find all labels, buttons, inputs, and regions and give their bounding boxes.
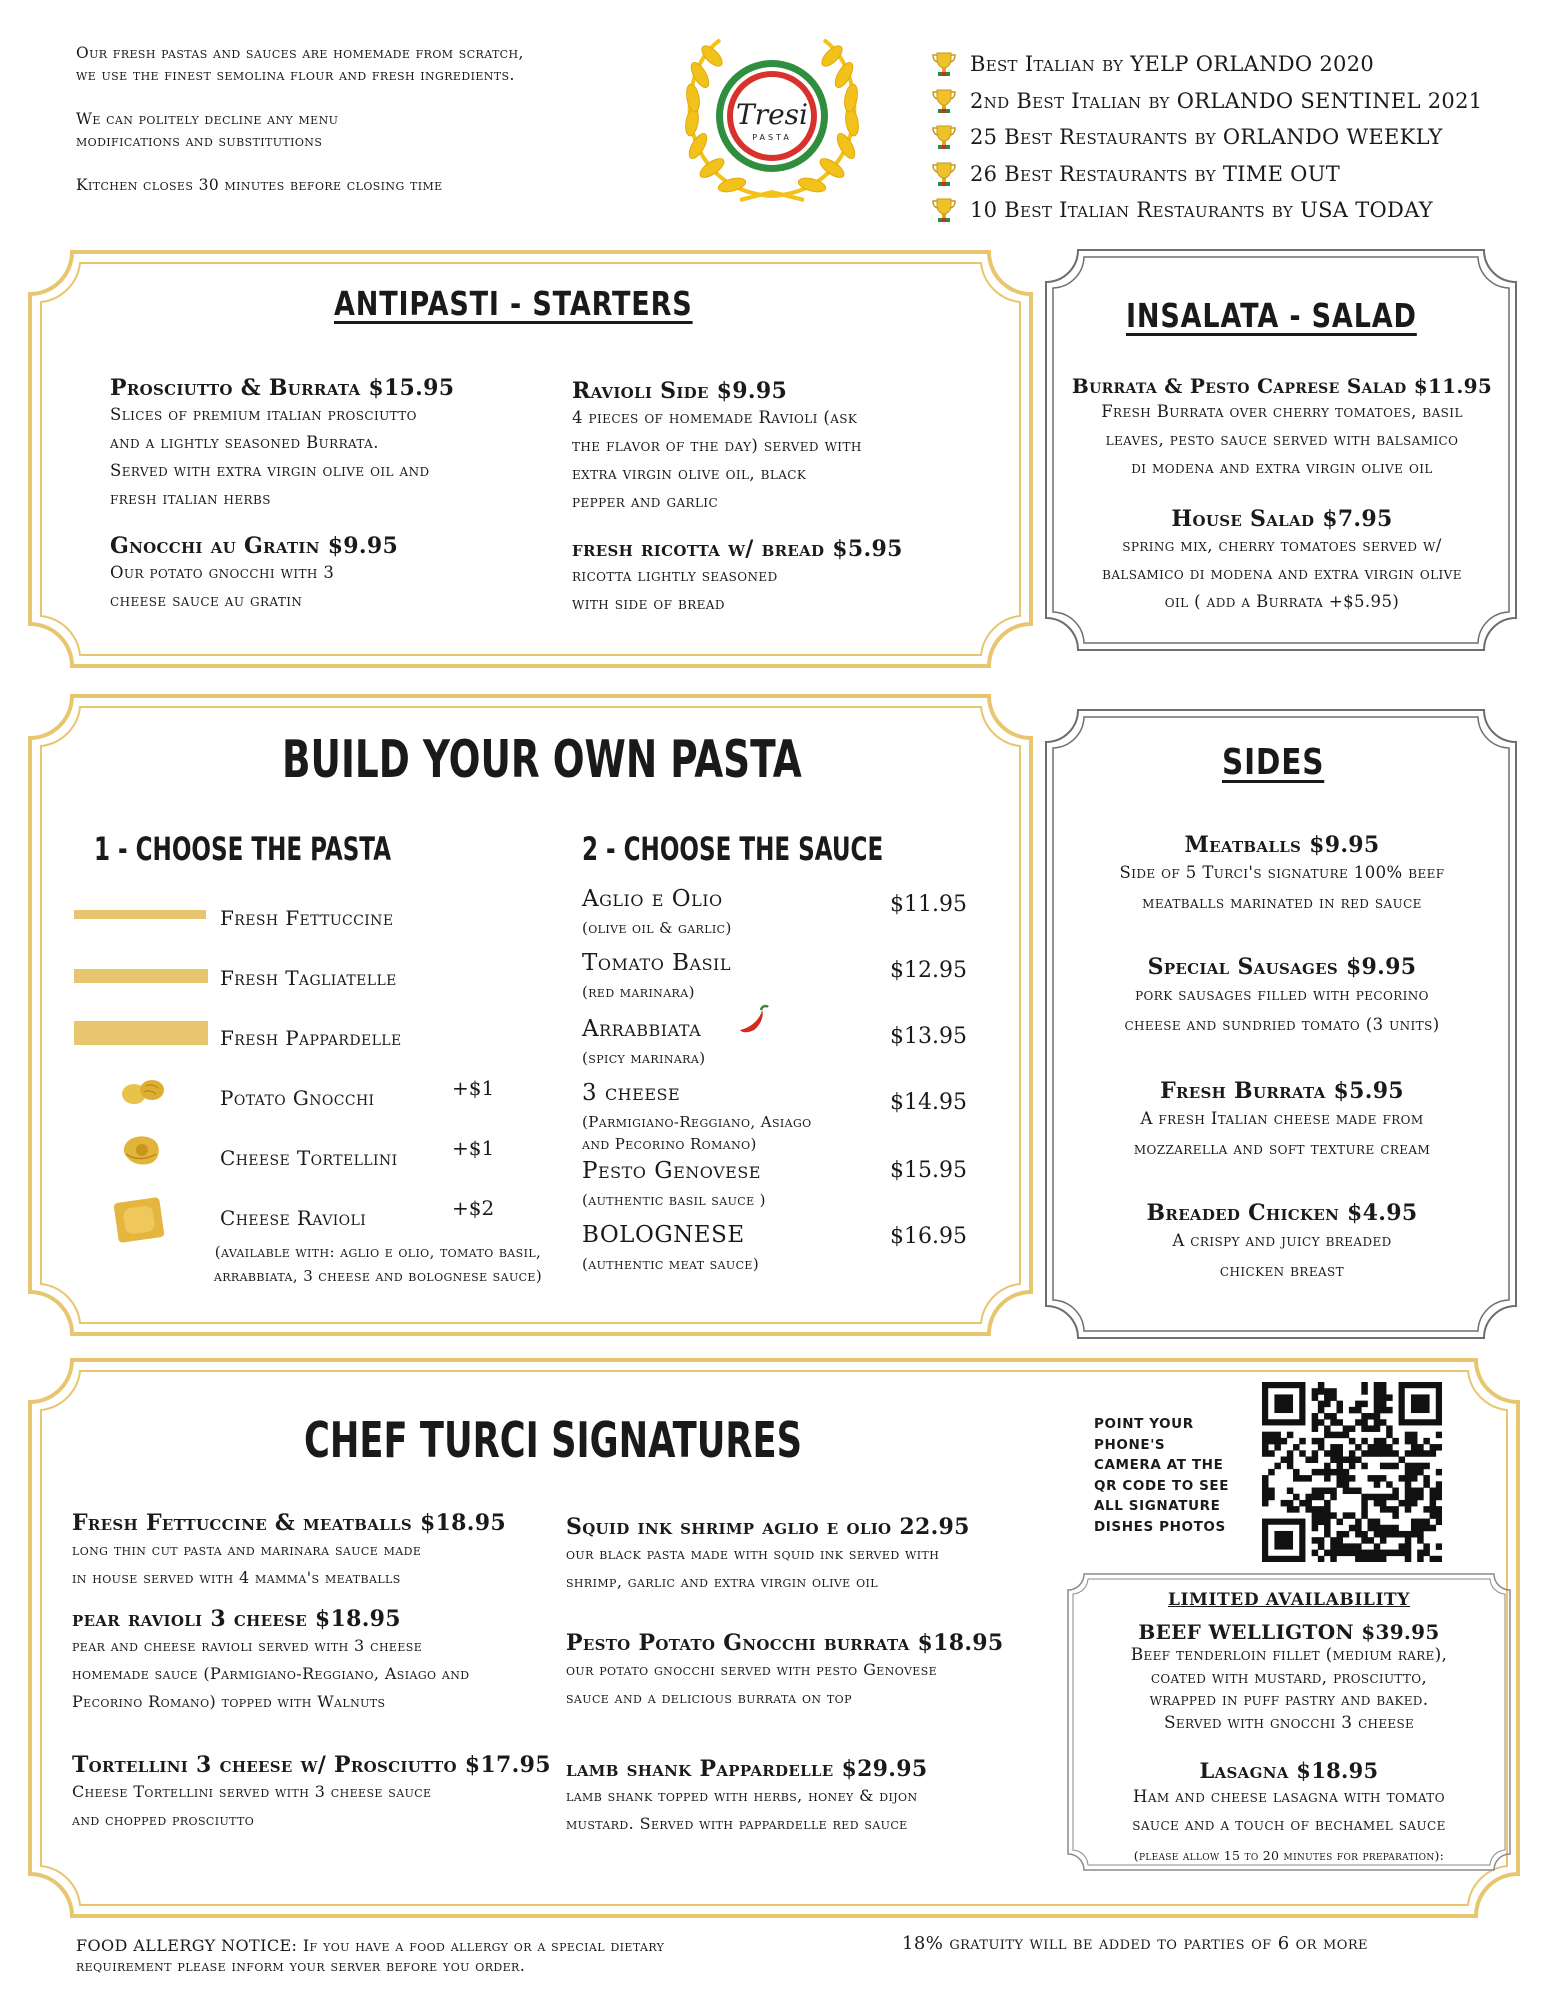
menu-item xyxy=(566,1630,1004,1712)
sauce-description: (spicy marinara) xyxy=(582,1049,706,1067)
choose-sauce-heading: 2 - CHOOSE THE SAUCE xyxy=(582,830,884,868)
desc-line: pork sausages filled with pecorino xyxy=(1135,985,1429,1004)
menu-item xyxy=(566,1514,970,1596)
fettuccine-swatch xyxy=(74,910,206,919)
chili-pepper-icon xyxy=(736,1004,770,1038)
desc-line: ricotta lightly seasoned xyxy=(572,566,778,585)
item-name: Gnocchi au Gratin $9.95 xyxy=(110,533,399,559)
item-desc xyxy=(72,1632,470,1716)
pasta-option-label: Fresh Pappardelle xyxy=(220,1026,402,1050)
desc-line: with side of bread xyxy=(572,594,725,613)
logo-sub: PASTA xyxy=(752,133,792,142)
desc-line: sauce and a delicious burrata on top xyxy=(566,1688,852,1707)
desc-line: mozzarella and soft texture cream xyxy=(1133,1139,1431,1158)
desc-line: A fresh Italian cheese made from xyxy=(1140,1109,1424,1128)
desc-line: balsamico di modena and extra virgin olive xyxy=(1102,564,1462,583)
qr-line: ALL SIGNATURE xyxy=(1094,1498,1221,1514)
desc-line: long thin cut pasta and marinara sauce made xyxy=(72,1540,422,1559)
menu-item xyxy=(572,378,862,516)
menu-item xyxy=(1054,506,1510,616)
item-name: pear ravioli 3 cheese $18.95 xyxy=(72,1606,401,1632)
item-name: Squid ink shrimp aglio e olio 22.95 xyxy=(566,1514,970,1540)
item-desc xyxy=(110,559,398,615)
award-label: Best Italian by YELP ORLANDO 2020 xyxy=(970,52,1375,77)
note-line: (available with: aglio e olio, tomato basil, xyxy=(214,1243,542,1261)
award-item xyxy=(930,192,1490,229)
award-item xyxy=(930,46,1490,83)
item-name: BEEF WELLIGTON $39.95 xyxy=(1138,1620,1440,1644)
allergy-line: requirement please inform your server before you order. xyxy=(76,1956,526,1975)
trophy-icon xyxy=(930,160,958,188)
qr-line: DISHES PHOTOS xyxy=(1094,1518,1226,1535)
prep-note: (please allow 15 to 20 minutes for preparation): xyxy=(1133,1848,1445,1863)
sauce-price: $14.95 xyxy=(890,1090,967,1115)
desc-line: wrapped in puff pastry and baked. xyxy=(1149,1690,1429,1710)
sauce-name: Pesto Genovese xyxy=(582,1158,761,1184)
signatures-title: CHEF TURCI SIGNATURES xyxy=(304,1412,803,1469)
sauce-price: $16.95 xyxy=(890,1224,967,1249)
item-desc xyxy=(1054,1104,1510,1164)
logo-brand: Tresi xyxy=(736,98,808,131)
ravioli-note xyxy=(188,1240,568,1288)
salad-title: INSALATA - SALAD xyxy=(1126,296,1417,335)
desc-line: homemade sauce (Parmigiano-Reggiano, Asiago and xyxy=(72,1664,470,1683)
item-desc xyxy=(1054,398,1510,482)
pasta-surcharge: +$1 xyxy=(452,1076,495,1100)
desc-line: 4 pieces of homemade Ravioli (ask xyxy=(572,408,858,427)
sauce-name: 3 cheese xyxy=(582,1080,681,1106)
pasta-surcharge: +$1 xyxy=(452,1136,495,1160)
desc-line: Ham and cheese lasagna with tomato xyxy=(1133,1787,1445,1806)
item-desc xyxy=(72,1536,506,1592)
pappardelle-swatch xyxy=(74,1021,208,1045)
intro-line: we use the finest semolina flour and fresh ingredients. xyxy=(76,66,515,84)
item-desc xyxy=(566,1782,927,1838)
desc-line: di modena and extra virgin olive oil xyxy=(1131,458,1433,477)
desc-line: pear and cheese ravioli served with 3 cheese xyxy=(72,1636,423,1655)
item-name: lamb shank Pappardelle $29.95 xyxy=(566,1756,928,1782)
desc-line: Served with extra virgin olive oil and xyxy=(110,461,430,480)
item-desc xyxy=(572,562,903,618)
award-item xyxy=(930,156,1490,193)
menu-item xyxy=(72,1752,551,1834)
desc-line: extra virgin olive oil, black xyxy=(572,464,807,483)
item-desc xyxy=(110,401,454,513)
sauce-description: (olive oil & garlic) xyxy=(582,919,732,937)
item-name: Prosciutto & Burrata $15.95 xyxy=(110,375,455,401)
desc-line: A crispy and juicy breaded xyxy=(1172,1231,1392,1250)
sauce-description: (red marinara) xyxy=(582,983,695,1001)
award-label: 10 Best Italian Restaurants by USA TODAY xyxy=(970,198,1433,223)
tagliatelle-swatch xyxy=(74,969,208,983)
item-desc xyxy=(1054,980,1510,1040)
menu-item xyxy=(1066,1758,1512,1839)
sauce-name: Tomato Basil xyxy=(582,950,731,976)
desc-line: lamb shank topped with herbs, honey & dijon xyxy=(566,1786,918,1805)
intro-line: Our fresh pastas and sauces are homemade from scratch, xyxy=(76,44,524,62)
item-name: House Salad $7.95 xyxy=(1171,506,1393,532)
desc-line: Served with gnocchi 3 cheese xyxy=(1163,1712,1415,1733)
qr-line: QR CODE TO SEE xyxy=(1094,1477,1230,1494)
qr-instructions xyxy=(1094,1414,1229,1537)
restaurant-logo xyxy=(676,28,868,208)
trophy-icon xyxy=(930,196,958,224)
desc-line: chicken breast xyxy=(1219,1261,1345,1280)
allergy-line: FOOD ALLERGY NOTICE: If you have a food allergy or a special dietary xyxy=(76,1936,665,1955)
menu-item xyxy=(110,533,398,615)
sauce-name: BOLOGNESE xyxy=(582,1222,745,1248)
item-name: Lasagna $18.95 xyxy=(1199,1758,1379,1783)
qr-line: CAMERA AT THE xyxy=(1094,1457,1224,1473)
award-label: 25 Best Restaurants by ORLANDO WEEKLY xyxy=(970,125,1443,150)
desc-line: meatballs marinated in red sauce xyxy=(1142,893,1422,912)
desc-line: and chopped prosciutto xyxy=(72,1810,255,1829)
desc-line: cheese and sundried tomato (3 units) xyxy=(1124,1015,1440,1034)
antipasti-title: ANTIPASTI - STARTERS xyxy=(334,284,693,323)
desc-line: Fresh Burrata over cherry tomatoes, basil xyxy=(1101,402,1463,421)
desc-line: fresh italian herbs xyxy=(110,489,271,508)
desc-line: cheese sauce au gratin xyxy=(110,591,303,610)
desc-line: Our potato gnocchi with 3 xyxy=(110,563,335,582)
allergy-notice xyxy=(76,1936,664,1976)
pasta-option-label: Cheese Ravioli xyxy=(220,1206,367,1230)
desc-line: Cheese Tortellini served with 3 cheese sauce xyxy=(72,1782,432,1801)
ravioli-icon xyxy=(108,1192,170,1252)
awards-list xyxy=(930,46,1490,229)
sauce-description: and Pecorino Romano) xyxy=(582,1135,757,1153)
sauce-price: $13.95 xyxy=(890,1024,967,1049)
menu-item xyxy=(1054,1200,1510,1286)
item-name: Fresh Fettuccine & meatballs $18.95 xyxy=(72,1510,506,1536)
item-name: Fresh Burrata $5.95 xyxy=(1160,1078,1404,1104)
menu-item xyxy=(1054,832,1510,918)
award-label: 26 Best Restaurants by TIME OUT xyxy=(970,161,1341,186)
desc-line: Slices of premium italian prosciutto xyxy=(110,405,417,424)
menu-item xyxy=(572,536,903,618)
intro-line: Kitchen closes 30 minutes before closing time xyxy=(76,176,443,194)
gratuity-notice: 18% gratuity will be added to parties of 6 or more xyxy=(902,1933,1368,1954)
item-desc xyxy=(1066,1783,1512,1839)
pasta-option-label: Cheese Tortellini xyxy=(220,1146,398,1170)
sides-title: SIDES xyxy=(1222,742,1325,783)
sauce-name: Aglio e Olio xyxy=(582,886,723,912)
menu-item xyxy=(1054,374,1510,482)
qr-line: PHONE'S xyxy=(1094,1436,1166,1453)
award-label: 2nd Best Italian by ORLANDO SENTINEL 2021 xyxy=(970,88,1483,113)
sauce-price: $15.95 xyxy=(890,1158,967,1183)
item-desc xyxy=(566,1540,970,1596)
menu-item xyxy=(1054,954,1510,1040)
sauce-price: $12.95 xyxy=(890,958,967,983)
menu-item xyxy=(110,375,454,513)
item-desc xyxy=(572,404,862,516)
intro-line: modifications and substitutions xyxy=(76,132,323,150)
item-name: Pesto Potato Gnocchi burrata $18.95 xyxy=(566,1630,1004,1656)
pasta-option-label: Fresh Tagliatelle xyxy=(220,966,397,990)
item-desc xyxy=(1054,1226,1510,1286)
item-name: Tortellini 3 cheese w/ Prosciutto $17.95 xyxy=(72,1752,551,1778)
desc-line: Pecorino Romano) topped with Walnuts xyxy=(72,1692,386,1711)
desc-line: in house served with 4 mamma's meatballs xyxy=(72,1568,401,1587)
sauce-description: (authentic basil sauce ) xyxy=(582,1191,766,1209)
qr-code[interactable] xyxy=(1262,1382,1442,1562)
desc-line: oil ( add a Burrata +$5.95) xyxy=(1164,592,1400,611)
trophy-icon xyxy=(930,123,958,151)
menu-item xyxy=(566,1756,927,1838)
desc-line: leaves, pesto sauce served with balsamico xyxy=(1105,430,1459,449)
award-item xyxy=(930,83,1490,120)
choose-pasta-heading: 1 - CHOOSE THE PASTA xyxy=(94,830,392,868)
menu-item xyxy=(1054,1078,1510,1164)
tortellini-icon xyxy=(118,1130,164,1174)
trophy-icon xyxy=(930,50,958,78)
limited-heading: LIMITED AVAILABILITY xyxy=(1167,1590,1411,1610)
menu-item xyxy=(1066,1620,1512,1734)
desc-line: pepper and garlic xyxy=(572,492,719,511)
item-desc xyxy=(1054,532,1510,616)
sauce-description: (authentic meat sauce) xyxy=(582,1255,760,1273)
menu-item xyxy=(72,1606,470,1716)
item-name: Special Sausages $9.95 xyxy=(1147,954,1417,980)
desc-line: and a lightly seasoned Burrata. xyxy=(110,433,379,452)
item-desc xyxy=(1066,1644,1512,1734)
qr-line: POINT YOUR xyxy=(1094,1416,1194,1432)
desc-line: coated with mustard, prosciutto, xyxy=(1150,1667,1428,1688)
desc-line: spring mix, cherry tomatoes served w/ xyxy=(1122,536,1442,555)
desc-line: Beef tenderloin fillet (medium rare), xyxy=(1130,1645,1448,1665)
pasta-option-label: Potato Gnocchi xyxy=(220,1086,375,1110)
item-name: fresh ricotta w/ bread $5.95 xyxy=(572,536,903,562)
item-desc xyxy=(1054,858,1510,918)
sauce-name: Arrabbiata xyxy=(582,1016,702,1042)
desc-line: Side of 5 Turci's signature 100% beef xyxy=(1119,863,1445,882)
desc-line: shrimp, garlic and extra virgin olive oil xyxy=(566,1572,878,1591)
item-name: Burrata & Pesto Caprese Salad $11.95 xyxy=(1071,374,1493,398)
trophy-icon xyxy=(930,87,958,115)
pasta-option-label: Fresh Fettuccine xyxy=(220,906,394,930)
desc-line: our black pasta made with squid ink served with xyxy=(566,1544,940,1563)
gnocchi-icon xyxy=(120,1074,168,1114)
item-desc xyxy=(566,1656,1004,1712)
menu-item xyxy=(72,1510,506,1592)
desc-line: sauce and a touch of bechamel sauce xyxy=(1132,1815,1446,1834)
intro-line: We can politely decline any menu xyxy=(76,110,339,128)
item-name: Breaded Chicken $4.95 xyxy=(1146,1200,1418,1226)
item-name: Ravioli Side $9.95 xyxy=(572,378,788,404)
award-item xyxy=(930,119,1490,156)
desc-line: the flavor of the day) served with xyxy=(572,436,862,455)
item-desc xyxy=(72,1778,551,1834)
build-pasta-title: BUILD YOUR OWN PASTA xyxy=(282,730,802,790)
desc-line: mustard. Served with pappardelle red sauce xyxy=(566,1814,908,1833)
sauce-price: $11.95 xyxy=(890,892,967,917)
intro-text xyxy=(76,42,524,196)
sauce-description: (Parmigiano-Reggiano, Asiago xyxy=(582,1113,812,1131)
item-name: Meatballs $9.95 xyxy=(1184,832,1380,858)
note-line: arrabbiata, 3 cheese and bolognese sauce) xyxy=(213,1267,543,1285)
pasta-surcharge: +$2 xyxy=(452,1196,495,1220)
desc-line: our potato gnocchi served with pesto Genovese xyxy=(566,1660,938,1679)
